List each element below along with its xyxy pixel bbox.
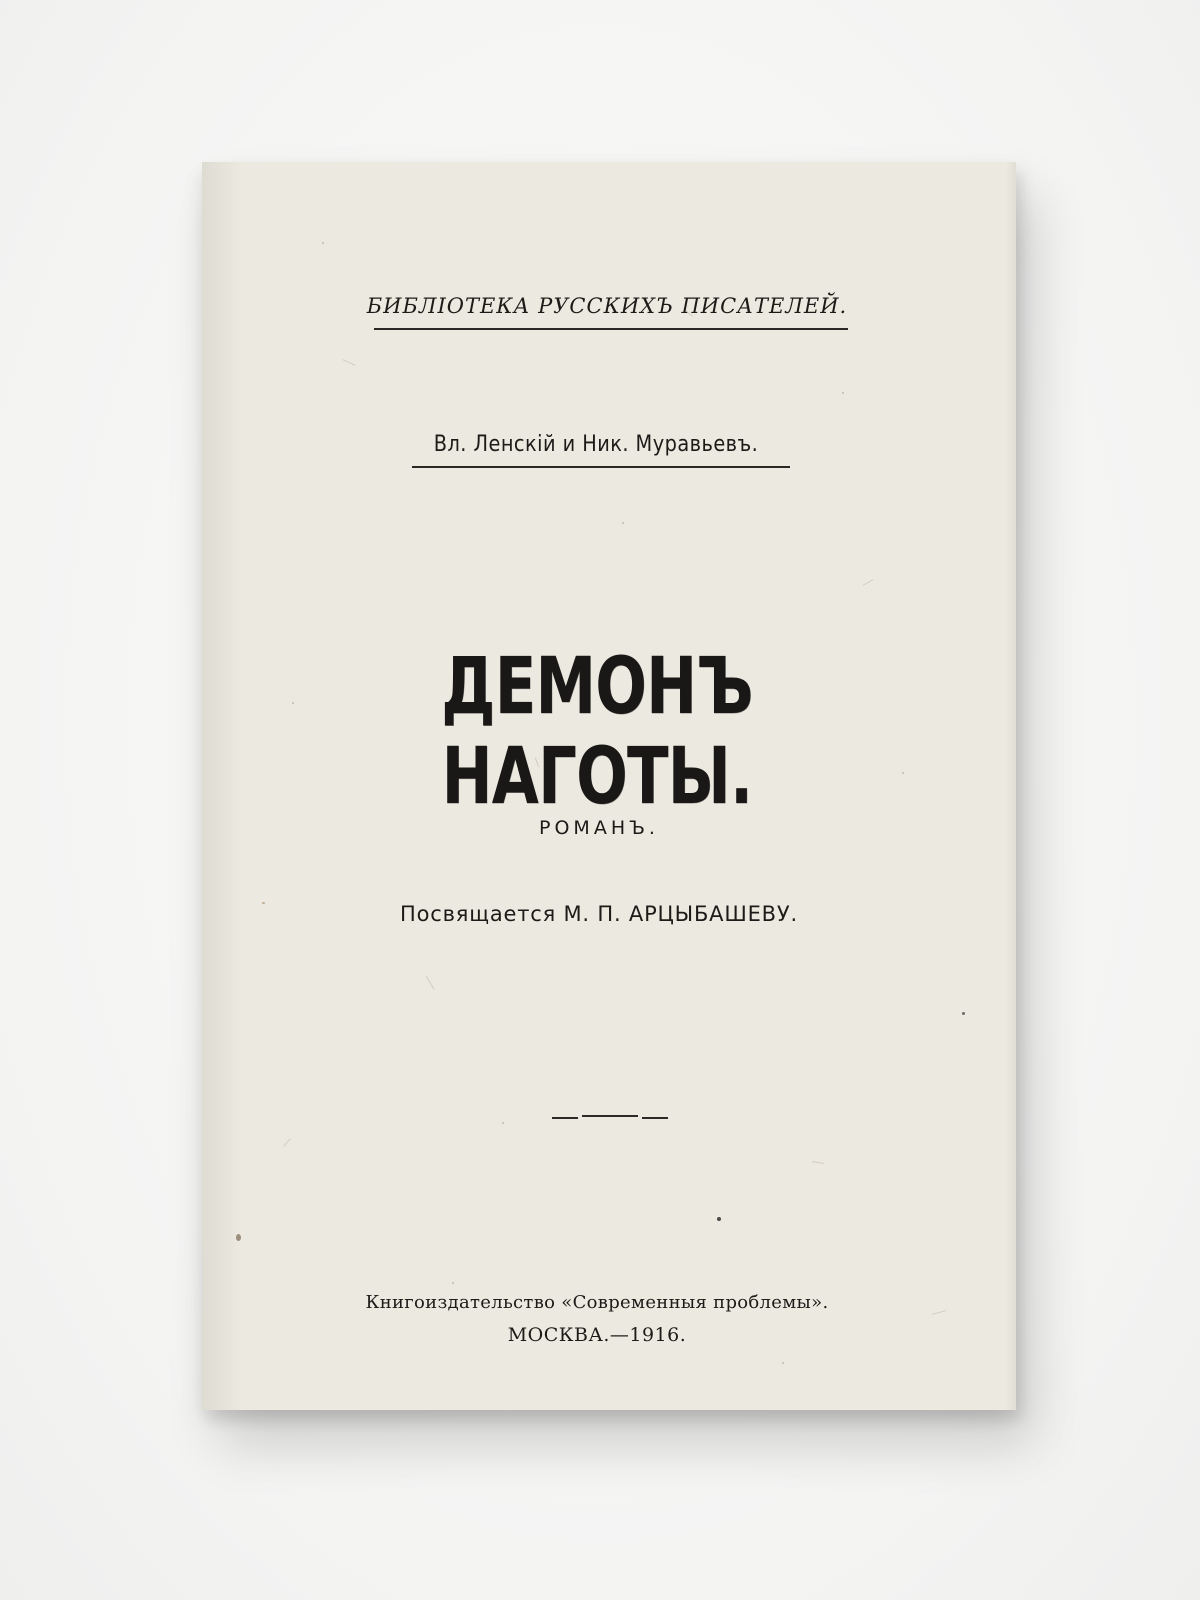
paper-speck: [962, 1012, 965, 1015]
paper-speck: [452, 1282, 454, 1284]
book-genre: РОМАНЪ.: [539, 817, 659, 839]
book-cover: [202, 162, 1016, 1410]
publication-city-year: МОСКВА.—1916.: [507, 1324, 687, 1346]
paper-fiber: [863, 579, 874, 586]
book-authors: Вл. Ленскій и Ник. Муравьевъ.: [433, 432, 759, 457]
paper-speck: [236, 1234, 241, 1241]
paper-fiber: [426, 975, 435, 989]
paper-speck: [717, 1217, 721, 1221]
ornament-line: [552, 1117, 578, 1119]
book-title: ДЕМОНЪ НАГОТЫ.: [441, 642, 753, 822]
paper-fiber: [812, 1161, 824, 1164]
paper-fiber: [283, 1138, 290, 1146]
book-dedication: Посвящается М. П. АРЦЫБАШЕВУ.: [400, 902, 798, 926]
ornament-line: [582, 1115, 638, 1117]
paper-speck: [782, 1362, 784, 1364]
publisher-name: Книгоиздательство «Современныя проблемы».: [365, 1292, 829, 1313]
series-title: БИБЛІОТЕКА РУССКИХЪ ПИСАТЕЛЕЙ.: [366, 294, 848, 318]
paper-fiber: [342, 359, 355, 366]
authors-underline: [412, 466, 790, 468]
ornament-divider: [552, 1114, 668, 1120]
series-underline: [374, 328, 848, 330]
paper-speck: [502, 1122, 504, 1124]
paper-speck: [622, 522, 624, 524]
paper-speck: [842, 392, 844, 394]
paper-speck: [322, 242, 324, 244]
ornament-line: [642, 1117, 668, 1119]
